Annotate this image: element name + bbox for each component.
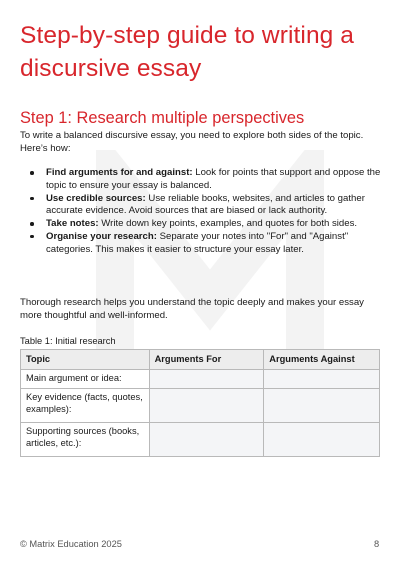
table-cell-for[interactable]	[149, 389, 264, 423]
table-header-arguments-against: Arguments Against	[264, 350, 380, 370]
list-item-lead: Use credible sources:	[46, 192, 146, 204]
list-item-text: Write down key points, examples, and quotes for both sides.	[98, 218, 358, 230]
table-row-label: Key evidence (facts, quotes, examples):	[21, 389, 150, 423]
table-header-topic: Topic	[21, 350, 150, 370]
table-row-label: Main argument or idea:	[21, 370, 150, 389]
list-item-text: Use reliable books, websites, and articles to gather accurate evidence. Avoid sources that are biased or lack authority.	[46, 192, 365, 217]
list-item	[20, 193, 382, 219]
table-cell-against[interactable]	[264, 423, 380, 457]
step-heading: Step 1: Research multiple perspectives	[20, 109, 305, 127]
initial-research-table	[20, 349, 380, 457]
intro-paragraph: To write a balanced discursive essay, you need to explore both sides of the topic. Here’s how:	[20, 130, 364, 154]
table-cell-for[interactable]	[149, 370, 264, 389]
table-header-row	[21, 350, 380, 370]
table-cell-against[interactable]	[264, 389, 380, 423]
page-title: Step-by-step guide to writing a discursive essay	[20, 22, 355, 82]
list-item-lead: Find arguments for and against:	[46, 167, 193, 178]
footer-page-number: 8	[374, 539, 380, 549]
table-header-arguments-for: Arguments For	[149, 350, 264, 370]
table-cell-for[interactable]	[149, 423, 264, 457]
table-cell-against[interactable]	[264, 370, 380, 389]
list-item	[20, 231, 382, 257]
research-tips-list	[20, 167, 382, 257]
table-row	[21, 370, 380, 389]
table-caption: Table 1: Initial research	[20, 336, 116, 346]
list-item	[20, 218, 382, 231]
table-row	[21, 389, 380, 423]
list-item-lead: Take notes:	[46, 218, 99, 230]
summary-paragraph: Thorough research helps you understand the topic deeply and makes your essay more thoughtful and well-informed.	[20, 297, 364, 321]
list-item	[20, 167, 382, 193]
list-item-text: Look for points that support and oppose the topic to ensure your essay is balanced.	[46, 167, 381, 191]
footer-copyright: © Matrix Education 2025	[20, 539, 122, 549]
list-item-lead: Organise your research:	[46, 230, 157, 242]
list-item-text: Separate your notes into "For" and "Against" categories. This makes it easier to structure your essay later.	[46, 230, 349, 255]
table-row	[21, 423, 380, 457]
table-row-label: Supporting sources (books, articles, etc.):	[21, 423, 150, 457]
